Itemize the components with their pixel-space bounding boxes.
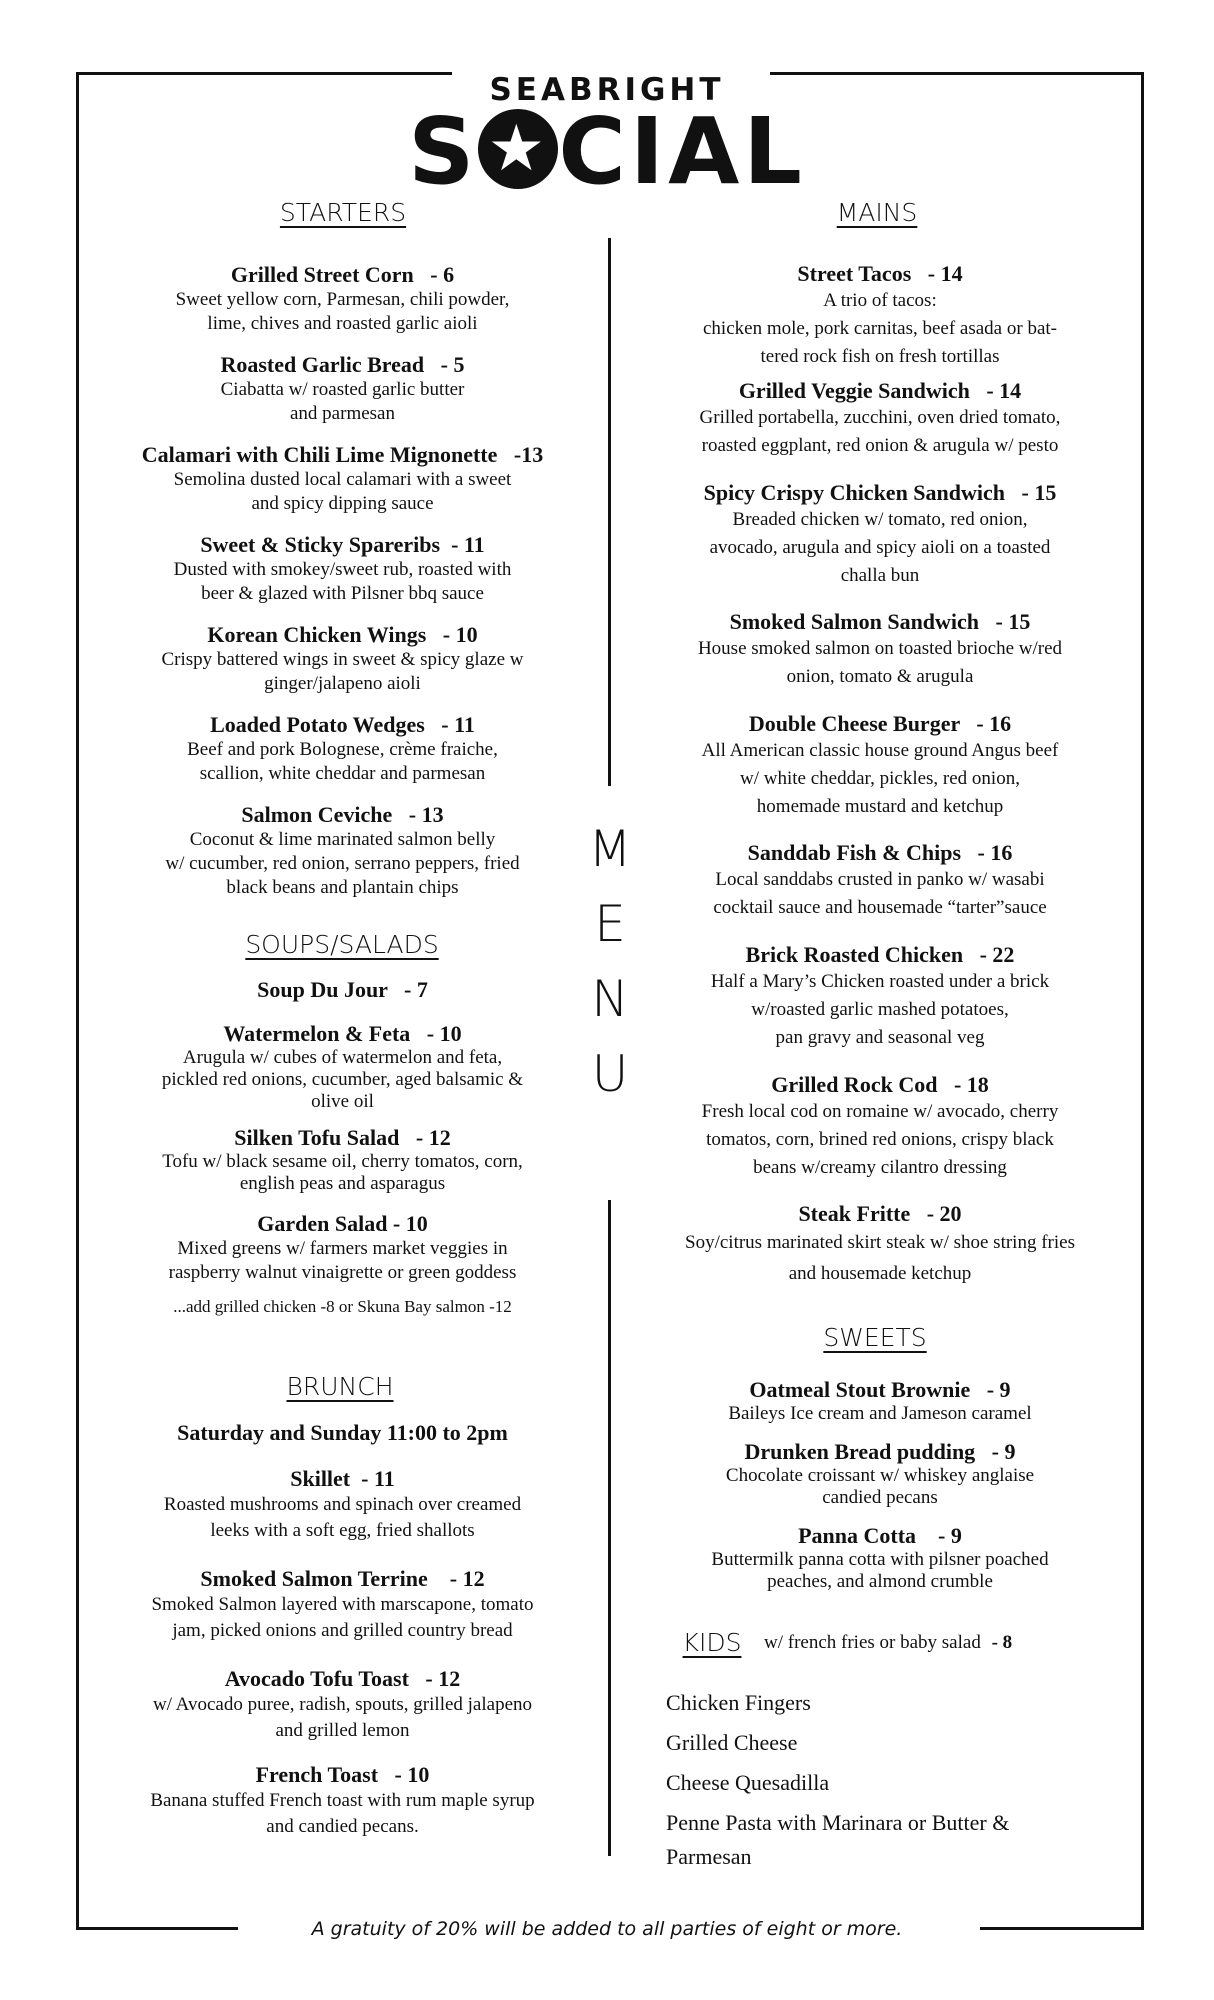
menu-item	[100, 262, 585, 352]
menu-item	[100, 622, 585, 712]
menu-item	[640, 261, 1120, 378]
item-desc: Chocolate croissant w/ whiskey anglaise	[725, 1465, 1035, 1486]
item-desc: w/ white cheddar, pickles, red onion,	[740, 768, 1020, 789]
item-desc: w/ Avocado puree, radish, spouts, grilled jalapeno	[152, 1694, 533, 1715]
item-desc: tomatos, corn, brined red onions, crispy black	[706, 1129, 1054, 1150]
menu-item	[100, 802, 585, 900]
item-desc: Coconut & lime marinated salmon belly	[189, 829, 496, 850]
menu-item	[640, 942, 1120, 1072]
mains-title: MAINS	[836, 198, 918, 227]
item-desc: Soy/citrus marinated skirt steak w/ shoe string fries	[685, 1232, 1075, 1253]
item-title: Drunken Bread pudding - 9	[744, 1439, 1016, 1464]
item-desc: All American classic house ground Angus beef	[701, 740, 1059, 761]
item-desc: homemade mustard and ketchup	[756, 796, 1004, 817]
center-divider-top	[608, 238, 611, 786]
item-desc: english peas and asparagus	[239, 1173, 446, 1194]
menu-item	[640, 840, 1120, 942]
menu-item	[100, 712, 585, 802]
item-desc: Arugula w/ cubes of watermelon and feta,	[182, 1047, 503, 1068]
item-title: Silken Tofu Salad - 12	[234, 1125, 451, 1150]
menu-item	[640, 480, 1120, 609]
brunch-hours: Saturday and Sunday 11:00 to 2pm	[177, 1420, 508, 1445]
kids-item: Parmesan	[666, 1844, 752, 1869]
item-desc: and housemade ketchup	[788, 1263, 972, 1284]
sweets-title: SWEETS	[823, 1323, 927, 1352]
menu-item	[640, 378, 1120, 480]
item-desc: and parmesan	[290, 403, 395, 424]
item-desc: scallion, white cheddar and parmesan	[199, 763, 486, 784]
menu-letter-n: N	[591, 970, 629, 1028]
menu-item	[100, 1125, 585, 1211]
item-desc: Dusted with smokey/sweet rub, roasted with	[173, 559, 512, 580]
menu-item	[100, 1211, 585, 1295]
item-title: Sanddab Fish & Chips - 16	[747, 840, 1013, 865]
menu-item	[640, 1072, 1120, 1201]
menu-item	[640, 1523, 1120, 1593]
mains-section	[640, 261, 1120, 1289]
item-title: Steak Fritte - 20	[798, 1201, 962, 1226]
item-desc: beer & glazed with Pilsner bbq sauce	[201, 583, 484, 604]
menu-item	[100, 1566, 585, 1666]
frame-right	[1141, 72, 1144, 1930]
item-desc: black beans and plantain chips	[226, 877, 459, 898]
menu-item	[100, 442, 585, 532]
item-desc: peaches, and almond crumble	[767, 1571, 993, 1592]
gratuity-note: A gratuity of 20% will be added to all parties of eight or more.	[311, 1918, 903, 1940]
item-title: Double Cheese Burger - 16	[748, 711, 1012, 736]
kids-item: Chicken Fingers	[666, 1690, 811, 1715]
item-desc: onion, tomato & arugula	[786, 666, 974, 687]
item-title: Oatmeal Stout Brownie - 9	[749, 1377, 1011, 1402]
item-desc: lime, chives and roasted garlic aioli	[207, 313, 478, 334]
item-title: Smoked Salmon Terrine - 12	[200, 1566, 485, 1591]
item-title: Loaded Potato Wedges - 11	[210, 712, 475, 737]
menu-letter-e: E	[594, 895, 626, 953]
item-title: Sweet & Sticky Spareribs - 11	[200, 532, 485, 557]
item-desc: raspberry walnut vinaigrette or green goddess	[168, 1262, 517, 1283]
item-title: Salmon Ceviche - 13	[241, 802, 444, 827]
menu-item	[100, 1466, 585, 1566]
item-desc: w/ cucumber, red onion, serrano peppers, fried	[165, 853, 520, 874]
item-desc: cocktail sauce and housemade “tarter”sauce	[713, 897, 1047, 918]
item-desc: w/roasted garlic mashed potatoes,	[751, 999, 1009, 1020]
item-desc: Roasted mushrooms and spinach over creamed	[163, 1494, 522, 1515]
item-desc: Mixed greens w/ farmers market veggies in	[177, 1238, 508, 1259]
item-desc: Banana stuffed French toast with rum maple syrup	[150, 1790, 535, 1811]
item-desc: olive oil	[311, 1091, 374, 1112]
menu-item	[100, 532, 585, 622]
menu-item	[100, 1762, 585, 1840]
item-desc: and spicy dipping sauce	[251, 493, 434, 514]
item-desc: Sweet yellow corn, Parmesan, chili powder,	[175, 289, 510, 310]
starters-section	[100, 262, 585, 900]
menu-item	[100, 1666, 585, 1762]
item-title: Watermelon & Feta - 10	[223, 1021, 462, 1046]
item-title: Panna Cotta - 9	[798, 1523, 962, 1548]
item-desc: Tofu w/ black sesame oil, cherry tomatos, corn,	[162, 1151, 523, 1172]
menu-letter-u: U	[591, 1045, 629, 1103]
menu-item	[640, 1439, 1120, 1523]
item-title: Spicy Crispy Chicken Sandwich - 15	[703, 480, 1057, 505]
kids-item: Grilled Cheese	[666, 1730, 798, 1755]
item-desc: Semolina dusted local calamari with a sweet	[173, 469, 512, 490]
starters-title: STARTERS	[279, 198, 407, 227]
menu-item	[640, 1201, 1120, 1289]
item-desc: Beef and pork Bolognese, crème fraiche,	[187, 739, 498, 760]
item-desc: Buttermilk panna cotta with pilsner poached	[711, 1549, 1049, 1570]
menu-item	[640, 609, 1120, 711]
menu-item	[640, 1377, 1120, 1439]
item-title: Smoked Salmon Sandwich - 15	[729, 609, 1031, 634]
menu-letter-m: M	[588, 820, 632, 878]
item-desc: chicken mole, pork carnitas, beef asada or bat-	[703, 318, 1057, 339]
sweets-section	[640, 1377, 1120, 1593]
item-desc: Grilled portabella, zucchini, oven dried tomato,	[699, 407, 1061, 428]
item-desc: Breaded chicken w/ tomato, red onion,	[732, 509, 1028, 530]
menu-item	[100, 1021, 585, 1125]
item-desc: challa bun	[840, 565, 920, 586]
kids-note-text: w/ french fries or baby salad	[764, 1632, 981, 1653]
item-desc: roasted eggplant, red onion & arugula w/ pesto	[701, 435, 1059, 456]
item-desc: and grilled lemon	[275, 1720, 410, 1741]
item-title: Grilled Veggie Sandwich - 14	[738, 378, 1022, 403]
kids-note	[764, 1632, 1012, 1654]
item-desc: ginger/jalapeno aioli	[264, 673, 421, 694]
item-desc: Half a Mary’s Chicken roasted under a brick	[710, 971, 1050, 992]
frame-left	[76, 72, 79, 1930]
item-desc: leeks with a soft egg, fried shallots	[210, 1520, 475, 1541]
kids-title: KIDS	[682, 1628, 742, 1657]
item-title: Brick Roasted Chicken - 22	[745, 942, 1015, 967]
item-title: Grilled Rock Cod - 18	[771, 1072, 989, 1097]
brand-seabright: SEABRIGHT	[489, 72, 725, 108]
item-title: Avocado Tofu Toast - 12	[224, 1666, 461, 1691]
item-desc: Crispy battered wings in sweet & spicy glaze w	[161, 649, 524, 670]
item-desc: beans w/creamy cilantro dressing	[753, 1157, 1007, 1178]
item-title: Soup Du Jour - 7	[257, 977, 428, 1002]
item-desc: pickled red onions, cucumber, aged balsamic &	[161, 1069, 524, 1090]
kids-item: Penne Pasta with Marinara or Butter &	[666, 1810, 1010, 1835]
item-title: Grilled Street Corn - 6	[230, 262, 455, 287]
item-desc: and candied pecans.	[266, 1816, 419, 1837]
item-desc: candied pecans	[822, 1487, 938, 1508]
item-desc: A trio of tacos:	[823, 290, 937, 311]
brand-social-logo: S ★ CIAL	[408, 98, 806, 205]
soups-salads-title: SOUPS/SALADS	[245, 930, 439, 959]
center-divider-bottom	[608, 1200, 611, 1856]
item-title: Korean Chicken Wings - 10	[207, 622, 478, 647]
item-desc: Ciabatta w/ roasted garlic butter	[220, 379, 465, 400]
item-desc: Local sanddabs crusted in panko w/ wasabi	[715, 869, 1045, 890]
addon-note: ...add grilled chicken -8 or Skuna Bay salmon -12	[173, 1297, 512, 1316]
item-title: Street Tacos - 14	[797, 261, 963, 286]
kids-item: Cheese Quesadilla	[666, 1770, 830, 1795]
item-title: Skillet - 11	[290, 1466, 395, 1491]
item-desc: avocado, arugula and spicy aioli on a toasted	[709, 537, 1051, 558]
item-title: Garden Salad - 10	[257, 1211, 428, 1236]
brunch-title: BRUNCH	[286, 1372, 394, 1401]
item-desc: Smoked Salmon layered with marscapone, tomato	[151, 1594, 534, 1615]
menu-item	[640, 711, 1120, 840]
item-desc: tered rock fish on fresh tortillas	[760, 346, 1000, 367]
item-title: French Toast - 10	[255, 1762, 430, 1787]
item-title: Calamari with Chili Lime Mignonette -13	[141, 442, 544, 467]
brunch-section	[100, 1420, 585, 1840]
menu-item	[100, 977, 585, 1021]
item-desc: jam, picked onions and grilled country bread	[172, 1620, 513, 1641]
menu-item	[100, 352, 585, 442]
star-icon: ★	[478, 109, 558, 189]
soups-salads-section	[100, 977, 585, 1319]
item-desc: pan gravy and seasonal veg	[775, 1027, 985, 1048]
item-desc: Fresh local cod on romaine w/ avocado, cherry	[701, 1101, 1059, 1122]
item-title: Roasted Garlic Bread - 5	[220, 352, 465, 377]
kids-price: - 8	[991, 1632, 1013, 1653]
item-desc: House smoked salmon on toasted brioche w/red	[697, 638, 1063, 659]
item-desc: Baileys Ice cream and Jameson caramel	[728, 1403, 1032, 1424]
